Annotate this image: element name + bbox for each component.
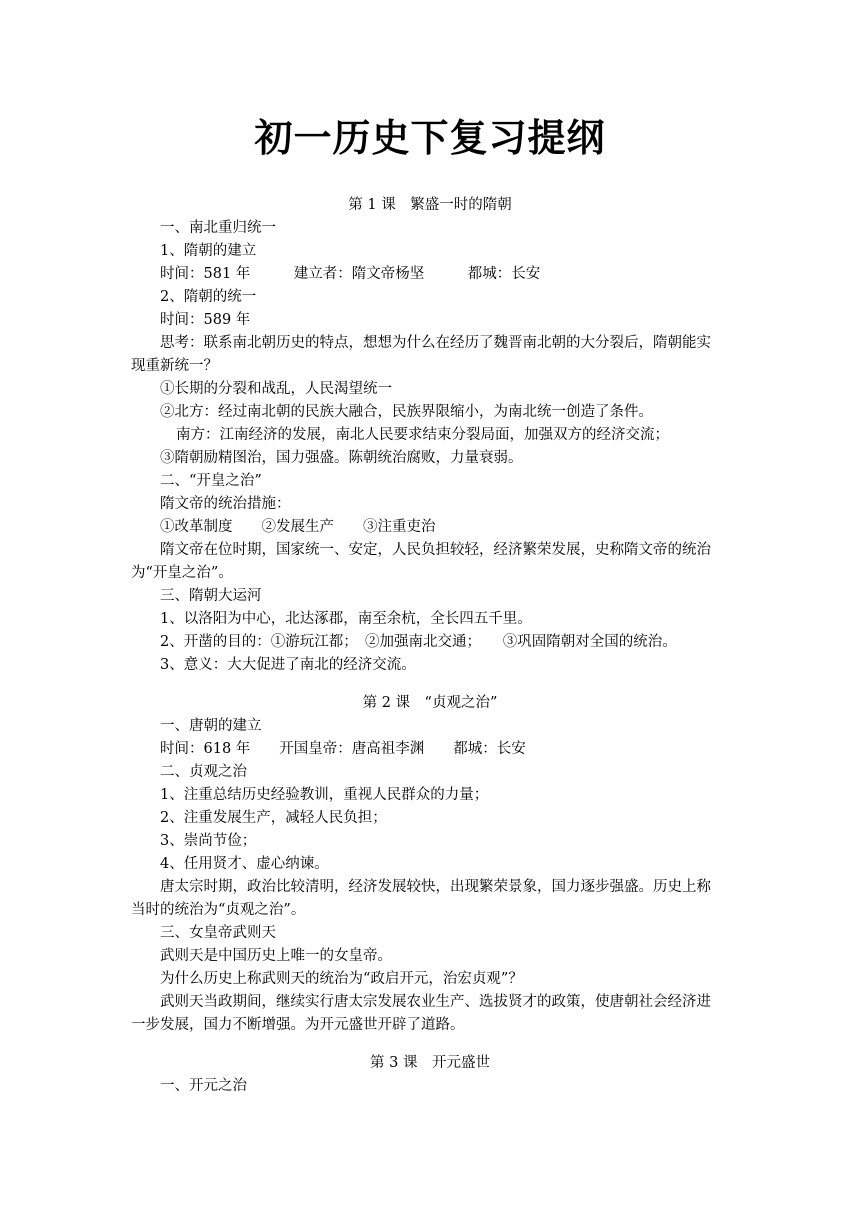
section-heading: 一、南北重归统一 (160, 220, 276, 236)
text-line: 3、意义：大大促进了南北的经济交流。 (160, 657, 416, 673)
page-title: 初一历史下复习提纲 (254, 115, 606, 160)
section-heading: 一、开元之治 (160, 1078, 247, 1094)
text-line: 隋文帝在位时期，国家统一、安定，人民负担较轻，经济繁荣发展，史称隋文帝的统治 (160, 542, 711, 558)
text-line: 为什么历史上称武则天的统治为“政启开元，治宏贞观”？ (160, 971, 523, 987)
text-line: ③隋朝励精图治，国力强盛。陈朝统治腐败，力量衰弱。 (160, 450, 523, 466)
text-line: 武则天当政期间，继续实行唐太宗发展农业生产、选拔贤才的政策，使唐朝社会经济进 (160, 994, 711, 1010)
text-line: 1、注重总结历史经验教训，重视人民群众的力量； (160, 787, 489, 803)
lesson-1-heading: 第 1 课 繁盛一时的隋朝 (348, 197, 512, 213)
text-line: ①改革制度 ②发展生产 ③注重吏治 (160, 519, 436, 535)
text-line: 思考：联系南北朝历史的特点，想想为什么在经历了魏晋南北朝的大分裂后，隋朝能实 (160, 335, 711, 351)
text-line: 武则天是中国历史上唯一的女皇帝。 (160, 948, 392, 964)
text-line: 3、崇尚节俭； (160, 833, 257, 849)
text-line: 隋文帝的统治措施： (160, 496, 291, 512)
section-heading: 三、女皇帝武则天 (160, 925, 276, 941)
subsection-heading: 1、隋朝的建立 (160, 243, 257, 259)
section-heading: 一、唐朝的建立 (160, 718, 262, 734)
text-line: 时间：581 年 建立者：隋文帝杨坚 都城：长安 (160, 266, 541, 282)
text-line: 一步发展，国力不断增强。为开元盛世开辟了道路。 (131, 1017, 465, 1033)
text-line: 时间：618 年 开国皇帝：唐高祖李渊 都城：长安 (160, 741, 526, 757)
text-line: 唐太宗时期，政治比较清明，经济发展较快，出现繁荣景象，国力逐步强盛。历史上称 (160, 879, 711, 895)
text-line: 2、注重发展生产，减轻人民负担； (160, 810, 387, 826)
lesson-3-heading: 第 3 课 开元盛世 (370, 1055, 490, 1071)
text-line: 2、开凿的目的：①游玩江都； ②加强南北交通； ③巩固隋朝对全国的统治。 (160, 634, 677, 650)
subsection-heading: 2、隋朝的统一 (160, 289, 257, 305)
section-heading: 二、“开皇之治” (160, 473, 262, 489)
text-line: 为“开皇之治”。 (131, 565, 233, 581)
section-heading: 三、隋朝大运河 (160, 588, 262, 604)
lesson-2-heading: 第 2 课 “贞观之治” (362, 695, 498, 711)
text-line: 时间：589 年 (160, 312, 251, 328)
text-line: 南方：江南经济的发展，南北人民要求结束分裂局面，加强双方的经济交流； (176, 427, 669, 443)
text-line: 当时的统治为“贞观之治”。 (131, 902, 306, 918)
text-line: 4、任用贤才、虚心纳谏。 (160, 856, 329, 872)
text-line: ②北方：经过南北朝的民族大融合，民族界限缩小，为南北统一创造了条件。 (160, 404, 653, 420)
text-line: 现重新统一？ (131, 358, 218, 374)
text-line: 1、以洛阳为中心，北达涿郡，南至余杭，全长四五千里。 (160, 611, 532, 627)
text-line: ①长期的分裂和战乱，人民渴望统一 (160, 381, 392, 397)
section-heading: 二、贞观之治 (160, 764, 247, 780)
